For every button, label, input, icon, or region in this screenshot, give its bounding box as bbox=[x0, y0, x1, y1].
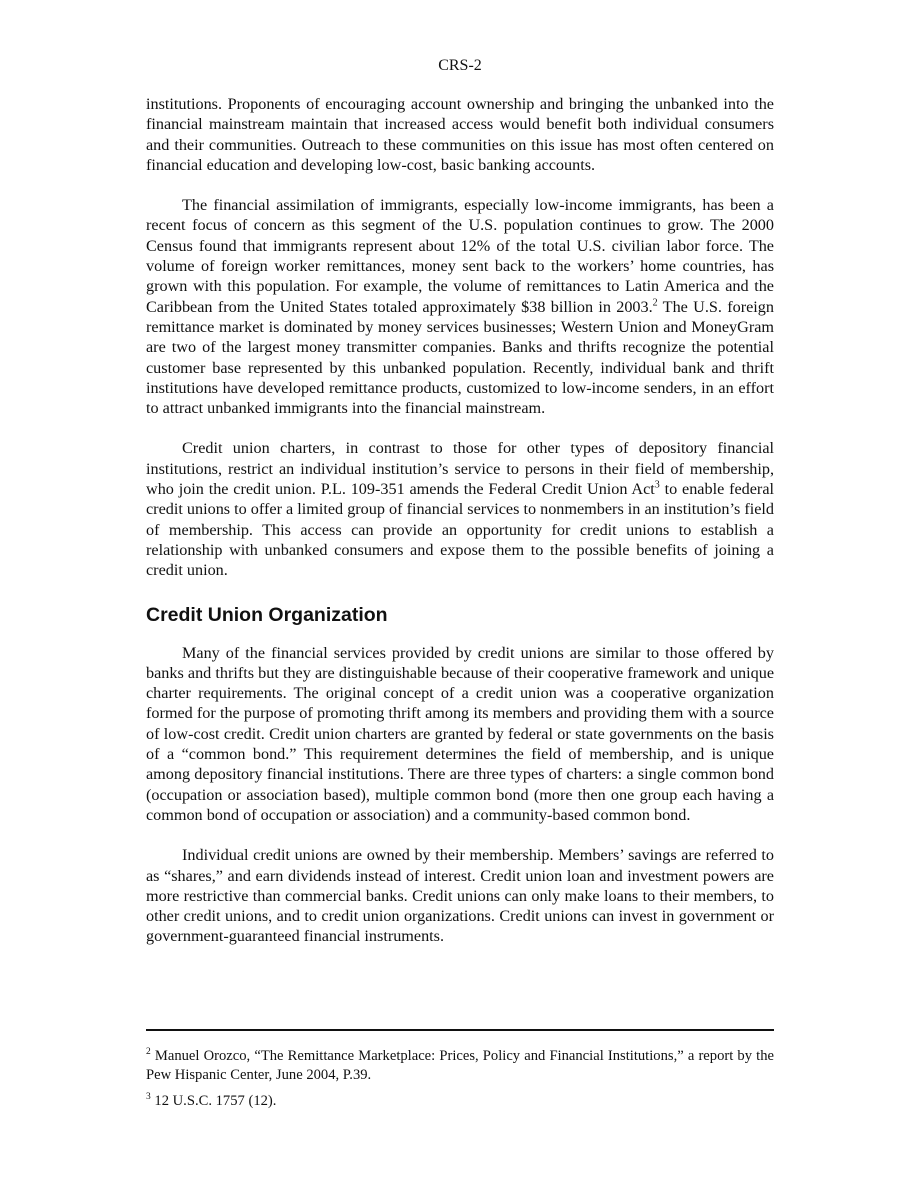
document-body bbox=[146, 94, 774, 947]
paragraph-text: institutions. Proponents of encouraging account ownership and bringing the unbanked into the financial mainstream maintain that increased access would benefit both individual consumers and their communities. Outreach to these communities on this issue has most often centered on financial education and developing low-cost, basic banking accounts. bbox=[146, 95, 774, 174]
paragraph-credit-union-ownership bbox=[146, 845, 774, 946]
paragraph-text: Individual credit unions are owned by their membership. Members’ savings are referred to as “shares,” and earn dividends instead of interest. Credit union loan and investment powers are more restrictive than commercial banks. Credit unions can only make loans to their members, to other credit unions, and to credit union organizations. Credit unions can invest in government or government-guaranteed financial instruments. bbox=[146, 846, 774, 946]
footnote-ref-2[interactable]: 2 bbox=[652, 297, 658, 309]
paragraph-text-continued: to enable federal credit unions to offer a limited group of financial services to nonmembers in an institution’s field of membership. This access can provide an opportunity for credit unions to establish a relationship with unbanked consumers and expose them to the possible benefits of joining a credit union. bbox=[146, 480, 775, 580]
paragraph-text-continued: The U.S. foreign remittance market is dominated by money services businesses; Western Union and MoneyGram are two of the largest money transmitter companies. Banks and thrifts recognize the potential customer base represented by this unbanked population. Recently, individual bank and thrift institutions have developed remittance products, customized to low-income senders, in an effort to attract unbanked immigrants into the financial mainstream. bbox=[146, 297, 774, 418]
paragraph-immigrant-remittances bbox=[146, 195, 774, 418]
paragraph-text: Credit union charters, in contrast to those for other types of depository financial institutions, restrict an individual institution’s service to persons in their field of membership, who join the credit union. P.L. 109-351 amends the Federal Credit Union Act bbox=[146, 439, 774, 499]
footnote-number: 2 bbox=[146, 1047, 151, 1058]
section-heading: Credit Union Organization bbox=[146, 603, 388, 626]
page-number-header: CRS-2 bbox=[438, 57, 482, 74]
paragraph-unbanked-outreach bbox=[146, 94, 774, 175]
footnote-text: Manuel Orozco, “The Remittance Marketplace: Prices, Policy and Financial Institutions,” a report by the Pew Hispanic Center, June 2004, P.39. bbox=[146, 1048, 774, 1083]
paragraph-text: The financial assimilation of immigrants, especially low-income immigrants, has been a recent focus of concern as this segment of the U.S. population continues to grow. The 2000 Census found that immigrants represent about 12% of the total U.S. civilian labor force. The volume of foreign worker remittances, money sent back to the workers’ home countries, has grown with this population. For example, the volume of remittances to Latin America and the Caribbean from the United States totaled approximately $38 billion in 2003. bbox=[146, 196, 774, 316]
footnote-text: 12 U.S.C. 1757 (12). bbox=[150, 1093, 277, 1109]
footnote-ref-3[interactable]: 3 bbox=[654, 479, 660, 491]
footnote-number: 3 bbox=[146, 1092, 151, 1103]
footnote-2 bbox=[146, 1047, 774, 1084]
paragraph-text: Many of the financial services provided by credit unions are similar to those offered by banks and thrifts but they are distinguishable because of their cooperative framework and unique charter requirements. The original concept of a credit union was a cooperative organization formed for the purpose of promoting thrift among its members and providing them with a source of low-cost credit. Credit union charters are granted by federal or state governments on the basis of a “common bond.” This requirement determines the field of membership, and is unique among depository financial institutions. There are three types of charters: a single common bond (occupation or association based), multiple common bond (more then one group each having a common bond of occupation or association) and a community-based common bond. bbox=[146, 643, 774, 824]
footnote-divider bbox=[146, 1029, 774, 1031]
paragraph-credit-union-services bbox=[146, 643, 774, 826]
paragraph-credit-union-charters bbox=[146, 438, 774, 580]
footnote-3 bbox=[146, 1092, 774, 1111]
footnotes bbox=[146, 1047, 774, 1119]
